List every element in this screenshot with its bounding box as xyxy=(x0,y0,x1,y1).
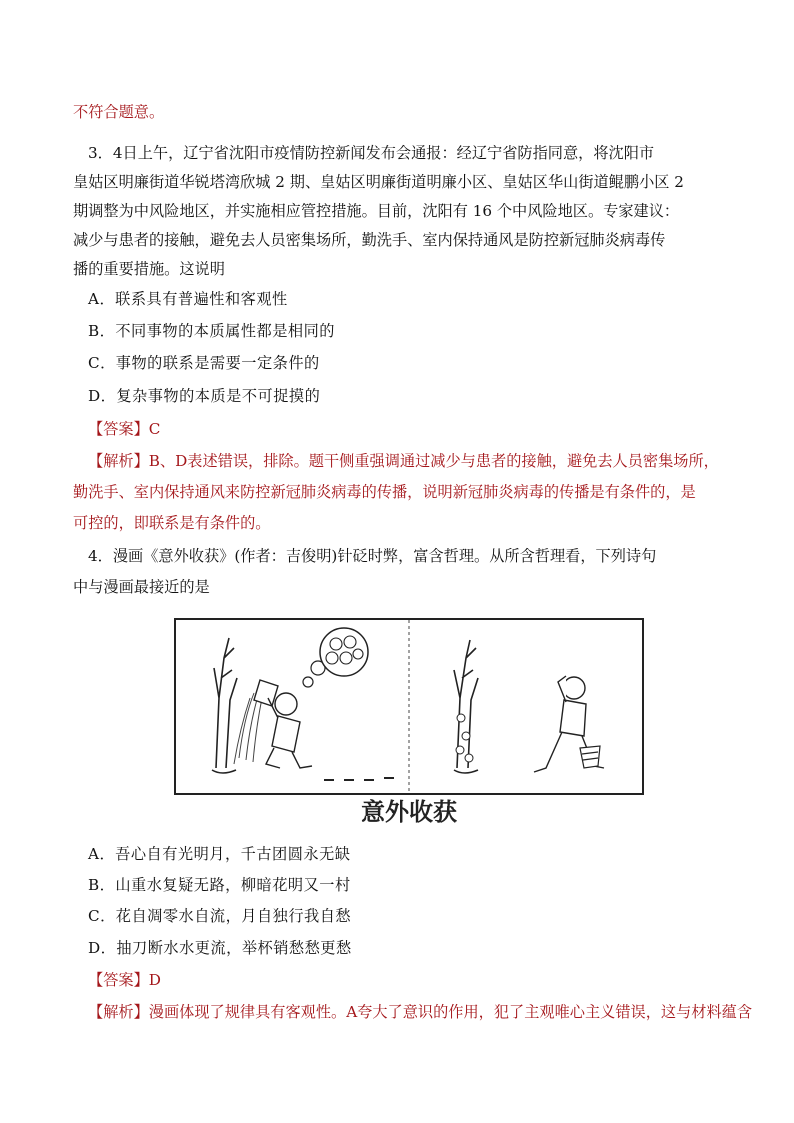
q4-option-a: A．吾心自有光明月，千古团圆永无缺 xyxy=(88,845,351,863)
q4-line-1: 4．漫画《意外收获》(作者：吉俊明)针砭时弊，富含哲理。从所含哲理看，下列诗句 xyxy=(88,547,657,565)
q3-option-c: C．事物的联系是需要一定条件的 xyxy=(88,354,320,372)
q3-analysis-1: 【解析】B、D表述错误，排除。题干侧重强调通过减少与患者的接触，避免去人员密集场所， xyxy=(88,452,719,470)
q3-line-3: 期调整为中风险地区，并实施相应管控措施。目前，沈阳有 16 个中风险地区。专家建议： xyxy=(73,202,680,220)
q3-option-b: B．不同事物的本质属性都是相同的 xyxy=(88,322,335,340)
cartoon-caption: 意外收获 xyxy=(361,798,457,826)
q4-option-c: C．花自凋零水自流，月自独行我自愁 xyxy=(88,907,352,925)
q4-analysis-1: 【解析】漫画体现了规律具有客观性。A夸大了意识的作用，犯了主观唯心主义错误，这与材料蕴含 xyxy=(88,1003,753,1021)
q3-analysis-2: 勤洗手、室内保持通风来防控新冠肺炎病毒的传播，说明新冠肺炎病毒的传播是有条件的，是 xyxy=(73,483,696,501)
basket-icon xyxy=(580,746,600,768)
thought-dot-small xyxy=(303,677,313,687)
q3-line-1: 3．4日上午，辽宁省沈阳市疫情防控新闻发布会通报：经辽宁省防指同意，将沈阳市 xyxy=(88,144,655,162)
q4-option-b: B．山重水复疑无路，柳暗花明又一村 xyxy=(88,876,351,894)
q3-option-a: A．联系具有普遍性和客观性 xyxy=(88,290,288,308)
q3-option-d: D．复杂事物的本质是不可捉摸的 xyxy=(88,387,321,405)
q2-tail: 不符合题意。 xyxy=(73,103,165,121)
q3-line-4: 减少与患者的接触，避免去人员密集场所，勤洗手、室内保持通风是防控新冠肺炎病毒传 xyxy=(73,231,666,249)
q4-answer: 【答案】D xyxy=(88,971,161,989)
q3-analysis-3: 可控的，即联系是有条件的。 xyxy=(73,514,271,532)
q3-answer: 【答案】C xyxy=(88,420,161,438)
cartoon-image xyxy=(174,618,644,830)
q3-line-2: 皇姑区明廉街道华锐塔湾欣城 2 期、皇姑区明廉街道明廉小区、皇姑区华山街道鲲鹏小区 2 xyxy=(73,173,684,191)
q4-line-2: 中与漫画最接近的是 xyxy=(73,578,210,596)
q4-option-d: D．抽刀断水水更流，举杯销愁愁更愁 xyxy=(88,939,352,957)
q3-line-5: 播的重要措施。这说明 xyxy=(73,260,225,278)
